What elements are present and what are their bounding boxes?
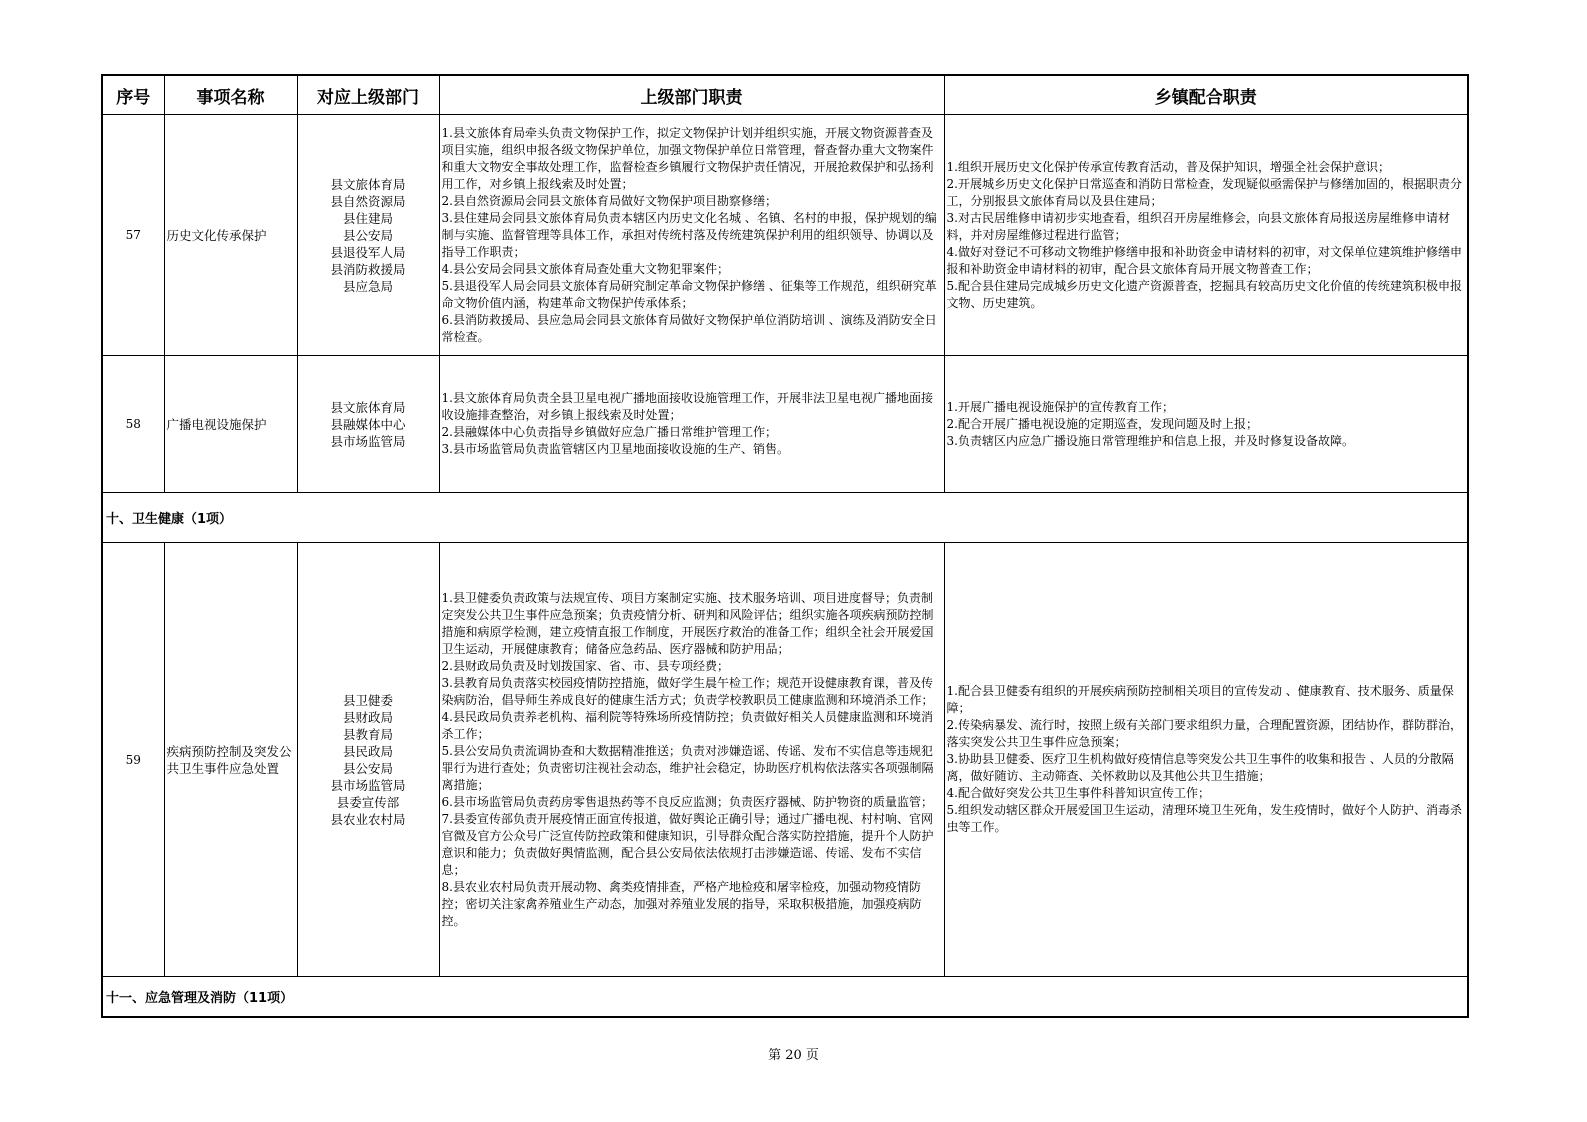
- section-row: [102, 977, 1468, 1017]
- table-header-row: [102, 75, 1468, 115]
- dept-item: 县公安局: [342, 760, 393, 776]
- upper-duty-item: 1.县文旅体育局牵头负责文物保护工作，拟定文物保护计划并组织实施，开展文物资源普查及项目实施，组织申报各级文物保护单位，加强文物保护单位日常管理，督查督办重大文物案件和重大文物安全事故处理工作，监督检查乡镇履行文物保护责任情况，开展抢救保护和弘扬利用工作，对乡镇上报线索及时处置；: [441, 125, 934, 191]
- township-duty-item: 4.做好对登记不可移动文物维护修缮申报和补助资金申请材料的初审，对文保单位建筑维护修缮申报和补助资金申请材料的初审，配合县文旅体育局开展文物普查工作；: [946, 244, 1462, 276]
- township-duty-item: 2.传染病暴发、流行时，按照上级有关部门要求组织力量，合理配置资源，团结协作，群防群治，落实突发公共卫生事件应急预案；: [946, 718, 1462, 749]
- dept-list: [297, 115, 439, 356]
- upper-duty-item: 3.县住建局会同县文旅体育局负责本辖区内历史文化名城 、名镇、名村的申报，保护规划的编制与实施、监督管理等具体工作，承担对传统村落及传统建筑保护利用的组织领导、协调以及指导工作职责；: [441, 210, 937, 259]
- township-duty-item: 4.配合做好突发公共卫生事件科普知识宣传工作；: [946, 786, 1210, 800]
- dept-item: 县农业农村局: [330, 811, 406, 827]
- dept-item: 县退役军人局: [330, 244, 406, 260]
- upper-duty-item: 6.县消防救援局、县应急局会同县文旅体育局做好文物保护单位消防培训 、演练及消防安全日常检查。: [441, 312, 937, 344]
- upper-duty-cell: [439, 356, 944, 493]
- township-duty-item: 5.组织发动辖区群众开展爱国卫生运动，清理环境卫生死角，发生疫情时，做好个人防护、消毒杀虫等工作。: [946, 803, 1462, 834]
- township-duty-item: 3.对古民居维修申请初步实地查看，组织召开房屋维修会，向县文旅体育局报送房屋维修申请材料，并对房屋维修过程进行监管；: [946, 210, 1450, 242]
- township-duty-item: 5.配合县住建局完成城乡历史文化遗产资源普查，挖掘具有较高历史文化价值的传统建筑积极申报文物、历史建筑。: [946, 278, 1462, 310]
- township-duty-item: 2.开展城乡历史文化保护日常巡查和消防日常检查，发现疑似亟需保护与修缮加固的，根据职责分工，分别报县文旅体育局以及县住建局；: [946, 176, 1462, 208]
- page-number: 第 20 页: [768, 1048, 819, 1063]
- township-duty-cell: [944, 543, 1468, 977]
- dept-item: 县住建局: [342, 210, 393, 226]
- header-no: 序号: [102, 75, 164, 115]
- row-number: 57: [102, 115, 164, 356]
- township-duty-item: 1.开展广播电视设施保护的宣传教育工作；: [946, 399, 1174, 414]
- upper-duty-cell: [439, 543, 944, 977]
- dept-item: 县市场监管局: [330, 433, 406, 449]
- upper-duty-item: 7.县委宣传部负责开展疫情正面宣传报道，做好舆论正确引导；通过广播电视、村村响、官网官微及官方公众号广泛宣传防控政策和健康知识，引导群众配合落实防控措施，提升个人防护意识和能力；负责做好舆情监测，配合县公安局依法依规打击涉嫌造谣、传谣、发布不实信息；: [441, 811, 934, 877]
- dept-list: [297, 356, 439, 493]
- township-duty-item: 1.组织开展历史文化保护传承宣传教育活动，普及保护知识，增强全社会保护意识；: [946, 159, 1390, 174]
- township-duty-item: 3.负责辖区内应急广播设施日常管理维护和信息上报，并及时修复设备故障。: [946, 433, 1354, 448]
- upper-duty-item: 5.县公安局负责流调协查和大数据精准推送；负责对涉嫌造谣、传谣、发布不实信息等违规犯罪行为进行查处；负责密切注视社会动态，维护社会稳定，协助医疗机构依法落实各项强制隔离措施；: [441, 743, 934, 792]
- table-row: [102, 356, 1468, 493]
- township-duty-cell: [944, 356, 1468, 493]
- row-number: 59: [102, 543, 164, 977]
- section-title: 十、卫生健康（1项）: [102, 493, 1468, 543]
- table-body: [102, 115, 1468, 1017]
- dept-item: 县自然资源局: [330, 193, 406, 209]
- upper-duty-item: 2.县融媒体中心负责指导乡镇做好应急广播日常维护管理工作；: [441, 425, 777, 439]
- header-item-name: 事项名称: [164, 75, 297, 115]
- upper-duty-item: 4.县公安局会同县文旅体育局查处重大文物犯罪案件；: [441, 261, 729, 276]
- upper-duty-item: 3.县教育局负责落实校园疫情防控措施，做好学生晨午检工作；规范开设健康教育课，普及传染病防治，倡导师生养成良好的健康生活方式；负责学校教职员工健康监测和环境消杀工作；: [441, 675, 934, 707]
- item-name: 广播电视设施保护: [164, 356, 297, 493]
- section-title: 十一、应急管理及消防（11项）: [102, 977, 1468, 1017]
- dept-item: 县民政局: [342, 743, 393, 759]
- header-upper-dept: 对应上级部门: [297, 75, 439, 115]
- section-row: [102, 493, 1468, 543]
- dept-item: 县应急局: [342, 278, 393, 294]
- dept-list: [297, 543, 439, 977]
- upper-duty-item: 8.县农业农村局负责开展动物、禽类疫情排查，严格产地检疫和屠宰检疫，加强动物疫情防控；密切关注家禽养殖业生产动态，加强对养殖业发展的指导，采取积极措施，加强疫病防控。: [441, 879, 922, 928]
- dept-item: 县财政局: [342, 709, 393, 725]
- duty-table: [101, 74, 1469, 1018]
- township-duty-cell: [944, 115, 1468, 356]
- upper-duty-item: 1.县文旅体育局负责全县卫星电视广播地面接收设施管理工作，开展非法卫星电视广播地面接收设施排查整治，对乡镇上报线索及时处置；: [441, 391, 933, 422]
- dept-item: 县公安局: [342, 227, 393, 243]
- dept-item: 县文旅体育局: [330, 399, 406, 415]
- item-name: 历史文化传承保护: [164, 115, 297, 356]
- upper-duty-item: 3.县市场监管局负责监管辖区内卫星地面接收设施的生产、销售。: [441, 442, 789, 456]
- dept-item: 县融媒体中心: [330, 416, 406, 432]
- dept-item: 县委宣传部: [336, 794, 400, 810]
- township-duty-item: 3.协助县卫健委、医疗卫生机构做好疫情信息等突发公共卫生事件的收集和报告 、人员的分散隔离，做好随访、主动筛查、关怀救助以及其他公共卫生措施；: [946, 752, 1454, 783]
- dept-item: 县市场监管局: [330, 777, 406, 793]
- upper-duty-item: 2.县自然资源局会同县文旅体育局做好文物保护项目勘察修缮；: [441, 193, 777, 208]
- upper-duty-item: 1.县卫健委负责政策与法规宣传、项目方案制定实施、技术服务培训、项目进度督导；负责制定突发公共卫生事件应急预案；负责疫情分析、研判和风险评估；组织实施各项疾病预防控制措施和病原学检测，建立疫情直报工作制度，开展医疗救治的准备工作；组织全社会开展爱国卫生运动，开展健康教育；储备应急药品、医疗器械和防护用品；: [441, 590, 934, 656]
- row-number: 58: [102, 356, 164, 493]
- upper-duty-item: 6.县市场监管局负责药房零售退热药等不良反应监测；负责医疗器械、防护物资的质量监管；: [441, 794, 933, 809]
- header-upper-duty: 上级部门职责: [439, 75, 944, 115]
- upper-duty-item: 5.县退役军人局会同县文旅体育局研究制定革命文物保护修缮 、征集等工作规范，组织研究革命文物价值内涵，构建革命文物保护传承体系；: [441, 278, 937, 310]
- upper-duty-item: 4.县民政局负责养老机构、福利院等特殊场所疫情防控；负责做好相关人员健康监测和环境消杀工作；: [441, 709, 933, 741]
- dept-item: 县文旅体育局: [330, 176, 406, 192]
- dept-item: 县消防救援局: [330, 261, 406, 277]
- table-row: [102, 543, 1468, 977]
- dept-item: 县卫健委: [342, 692, 393, 708]
- township-duty-item: 1.配合县卫健委有组织的开展疾病预防控制相关项目的宣传发动 、健康教育、技术服务、质量保障；: [946, 684, 1454, 715]
- upper-duty-item: 2.县财政局负责及时划拨国家、省、市、县专项经费；: [441, 658, 729, 673]
- township-duty-item: 2.配合开展广播电视设施的定期巡查，发现问题及时上报；: [946, 416, 1258, 431]
- upper-duty-cell: [439, 115, 944, 356]
- item-name: 疾病预防控制及突发公共卫生事件应急处置: [164, 543, 297, 977]
- table-row: [102, 115, 1468, 356]
- header-township-duty: 乡镇配合职责: [944, 75, 1468, 115]
- dept-item: 县教育局: [342, 726, 393, 742]
